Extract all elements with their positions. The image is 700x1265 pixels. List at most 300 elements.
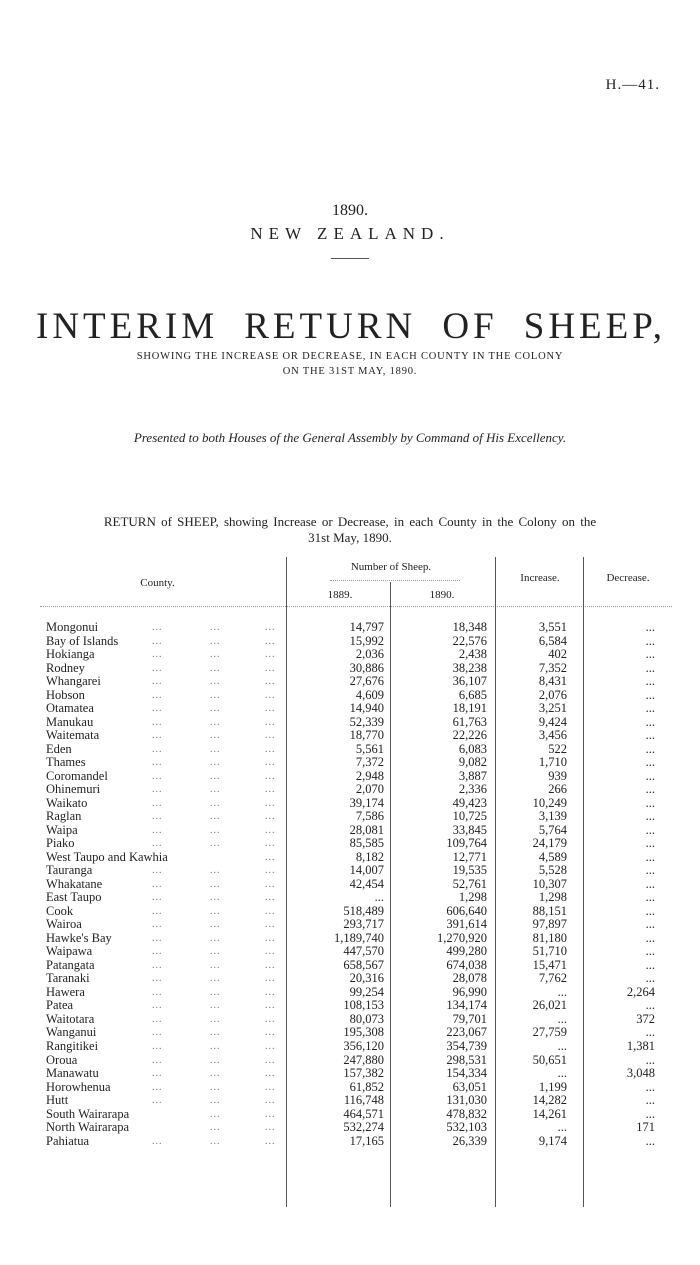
increase-cell: ... [557, 1011, 567, 1026]
sheep-1889-cell: 195,308 [343, 1025, 384, 1040]
table-row [0, 837, 700, 851]
sheep-1890-cell: 49,423 [452, 795, 487, 810]
county-cell: Wairoa [46, 917, 82, 932]
county-cell: West Taupo and Kawhia [46, 849, 168, 864]
increase-cell: 1,710 [538, 755, 567, 770]
decrease-cell: ... [645, 903, 655, 918]
sheep-1890-cell: 6,083 [458, 741, 487, 756]
leader-dots: ... [265, 986, 276, 998]
county-cell: Eden [46, 741, 72, 756]
sheep-1889-cell: 2,948 [355, 768, 384, 783]
sheep-1890-cell: 18,348 [452, 620, 487, 634]
decrease-cell: ... [645, 917, 655, 932]
decrease-cell: ... [645, 795, 655, 810]
county-cell: Waipa [46, 822, 78, 837]
county-cell: Whangarei [46, 674, 101, 689]
sheep-1890-cell: 79,701 [452, 1011, 487, 1026]
leader-dots: ... [265, 865, 276, 877]
sheep-1889-cell: 356,120 [343, 1038, 384, 1053]
leader-dots: ... [265, 905, 276, 917]
leader-dots: ... [152, 757, 163, 769]
title-word: INTERIM [36, 306, 219, 347]
table-row [0, 1135, 700, 1149]
sheep-1889-cell: 14,007 [349, 863, 384, 878]
header-increase: Increase. [520, 572, 560, 584]
leader-dots: ... [265, 676, 276, 688]
sheep-1890-cell: 12,771 [452, 849, 487, 864]
table-row [0, 878, 700, 892]
sheep-1889-cell: 2,036 [355, 647, 384, 662]
leader-dots: ... [210, 730, 221, 742]
main-title [36, 308, 666, 345]
presented-note: Presented to both Houses of the General Assembly by Command of His Excellency. [133, 430, 567, 445]
leader-dots: ... [210, 1068, 221, 1080]
document-year: 1890. [332, 202, 368, 219]
sheep-1889-cell: 157,382 [343, 1066, 384, 1081]
decrease-cell: 1,381 [626, 1038, 655, 1053]
leader-dots: ... [210, 973, 221, 985]
leader-dots: ... [265, 959, 276, 971]
sheep-1890-cell: 33,845 [452, 822, 487, 837]
table-row [0, 783, 700, 797]
county-cell: Bay of Islands [46, 633, 119, 648]
leader-dots: ... [265, 622, 276, 633]
county-cell: Taranaki [46, 971, 90, 986]
sheep-1890-cell: 28,078 [452, 971, 487, 986]
leader-dots: ... [210, 716, 221, 728]
county-cell: Hutt [46, 1093, 69, 1108]
sheep-1889-cell: 7,586 [355, 809, 384, 824]
county-cell: Otamatea [46, 701, 94, 716]
county-cell: Manukau [46, 714, 94, 729]
leader-dots: ... [152, 743, 163, 755]
leader-dots: ... [152, 1054, 163, 1066]
county-cell: Waipawa [46, 944, 93, 959]
county-cell: Piako [46, 836, 75, 851]
increase-cell: 27,759 [532, 1025, 567, 1040]
leader-dots: ... [265, 1054, 276, 1066]
leader-dots: ... [265, 635, 276, 647]
decrease-cell: ... [645, 836, 655, 851]
table-row [0, 972, 700, 986]
table-row [0, 648, 700, 662]
sheep-1889-cell: 116,748 [343, 1093, 384, 1108]
increase-cell: 4,589 [538, 849, 567, 864]
sheep-1889-cell: 1,189,740 [334, 930, 384, 945]
leader-dots: ... [265, 743, 276, 755]
leader-dots: ... [265, 1108, 276, 1120]
leader-dots: ... [265, 757, 276, 769]
table-row [0, 1054, 700, 1068]
leader-dots: ... [152, 824, 163, 836]
table-row [0, 1094, 700, 1108]
county-cell: Manawatu [46, 1066, 99, 1081]
leader-dots: ... [265, 703, 276, 715]
leader-dots: ... [152, 716, 163, 728]
decrease-cell: ... [645, 741, 655, 756]
leader-dots: ... [210, 1081, 221, 1093]
sheep-1889-cell: 532,274 [343, 1120, 384, 1135]
increase-cell: 5,764 [538, 822, 567, 837]
decrease-cell: ... [645, 930, 655, 945]
sheep-1889-cell: 52,339 [349, 714, 384, 729]
leader-dots: ... [210, 1040, 221, 1052]
increase-cell: ... [557, 1120, 567, 1135]
increase-cell: 81,180 [532, 930, 567, 945]
leader-dots: ... [265, 1027, 276, 1039]
leader-dots: ... [265, 1040, 276, 1052]
header-1889: 1889. [327, 589, 353, 601]
leader-dots: ... [265, 973, 276, 985]
sheep-1889-cell: 20,316 [349, 971, 384, 986]
title-word: OF [442, 306, 498, 347]
header-1890: 1890. [429, 589, 455, 601]
sheep-1890-cell: 109,764 [446, 836, 487, 851]
leader-dots: ... [265, 1135, 276, 1147]
leader-dots: ... [152, 649, 163, 661]
sheep-1889-cell: 447,570 [343, 944, 384, 959]
table-row [0, 689, 700, 703]
leader-dots: ... [152, 1000, 163, 1012]
county-cell: Pahiatua [46, 1133, 90, 1148]
header-county: County. [140, 577, 175, 589]
increase-cell: 9,174 [538, 1133, 567, 1148]
leader-dots: ... [210, 1054, 221, 1066]
leader-dots: ... [210, 1122, 221, 1134]
leader-dots: ... [210, 689, 221, 701]
county-cell: East Taupo [46, 890, 102, 905]
increase-cell: 88,151 [532, 903, 567, 918]
sheep-1889-cell: 5,561 [355, 741, 384, 756]
increase-cell: 6,584 [538, 633, 567, 648]
county-cell: Rangitikei [46, 1038, 99, 1053]
sheep-1890-cell: 26,339 [452, 1133, 487, 1148]
increase-cell: 8,431 [538, 674, 567, 689]
sheep-1889-cell: 14,940 [349, 701, 384, 716]
decrease-cell: ... [645, 822, 655, 837]
sheep-1889-cell: 658,567 [343, 957, 384, 972]
county-cell: Raglan [46, 809, 82, 824]
table-heading-line-2: 31st May, 1890. [308, 530, 392, 545]
decrease-cell: ... [645, 660, 655, 675]
sheep-1890-cell: 10,725 [452, 809, 487, 824]
sheep-1889-cell: 518,489 [343, 903, 384, 918]
county-cell: Coromandel [46, 768, 108, 783]
increase-cell: 10,307 [532, 876, 567, 891]
decrease-cell: ... [645, 957, 655, 972]
sheep-1889-cell: 7,372 [355, 755, 384, 770]
table-row [0, 918, 700, 932]
leader-dots: ... [152, 919, 163, 931]
leader-dots: ... [265, 649, 276, 661]
sheep-1890-cell: 223,067 [446, 1025, 487, 1040]
decrease-cell: ... [645, 728, 655, 743]
leader-dots: ... [210, 743, 221, 755]
county-cell: Hokianga [46, 647, 95, 662]
table-row [0, 810, 700, 824]
header-subrule [330, 580, 460, 581]
sheep-1890-cell: 2,336 [458, 782, 487, 797]
leader-dots: ... [152, 662, 163, 674]
leader-dots: ... [265, 716, 276, 728]
leader-dots: ... [210, 1135, 221, 1147]
leader-dots: ... [210, 1000, 221, 1012]
header-bottom-rule [40, 606, 672, 607]
county-cell: South Wairarapa [46, 1106, 130, 1121]
decrease-cell: 3,048 [626, 1066, 655, 1081]
county-cell: Ohinemuri [46, 782, 101, 797]
increase-cell: 1,298 [538, 890, 567, 905]
sheep-1890-cell: 1,298 [458, 890, 487, 905]
table-row [0, 716, 700, 730]
decrease-cell: ... [645, 863, 655, 878]
decrease-cell: ... [645, 674, 655, 689]
leader-dots: ... [265, 1081, 276, 1093]
header-decrease: Decrease. [606, 572, 650, 584]
leader-dots: ... [210, 811, 221, 823]
leader-dots: ... [152, 689, 163, 701]
decrease-cell: ... [645, 890, 655, 905]
increase-cell: ... [557, 1066, 567, 1081]
sheep-1890-cell: 9,082 [458, 755, 487, 770]
country-heading: NEW ZEALAND. [250, 224, 450, 243]
sheep-1889-cell: 4,609 [355, 687, 384, 702]
leader-dots: ... [210, 635, 221, 647]
table-row [0, 675, 700, 689]
leader-dots: ... [210, 1108, 221, 1120]
leader-dots: ... [265, 784, 276, 796]
leader-dots: ... [210, 622, 221, 633]
leader-dots: ... [152, 946, 163, 958]
increase-cell: 402 [548, 647, 567, 662]
sheep-1889-cell: 42,454 [349, 876, 384, 891]
sheep-1890-cell: 674,038 [446, 957, 487, 972]
table-row [0, 1108, 700, 1122]
sheep-table-body [0, 621, 700, 1148]
table-row [0, 1013, 700, 1027]
leader-dots: ... [152, 784, 163, 796]
decrease-cell: ... [645, 620, 655, 634]
sheep-1890-cell: 2,438 [458, 647, 487, 662]
table-row [0, 851, 700, 865]
sheep-1889-cell: 464,571 [343, 1106, 384, 1121]
leader-dots: ... [210, 757, 221, 769]
leader-dots: ... [265, 851, 276, 863]
county-cell: Waitotara [46, 1011, 95, 1026]
leader-dots: ... [152, 878, 163, 890]
sheep-1890-cell: 1,270,920 [437, 930, 487, 945]
sheep-1890-cell: 19,535 [452, 863, 487, 878]
sheep-1890-cell: 298,531 [446, 1052, 487, 1067]
county-cell: Mongonui [46, 620, 99, 634]
leader-dots: ... [152, 1027, 163, 1039]
leader-dots: ... [210, 676, 221, 688]
sheep-1889-cell: 85,585 [349, 836, 384, 851]
decrease-cell: ... [645, 647, 655, 662]
increase-cell: 522 [548, 741, 567, 756]
sheep-1890-cell: 532,103 [446, 1120, 487, 1135]
leader-dots: ... [265, 689, 276, 701]
increase-cell: 14,261 [532, 1106, 567, 1121]
table-row [0, 1121, 700, 1135]
county-cell: Hawera [46, 984, 85, 999]
leader-dots: ... [152, 811, 163, 823]
sheep-1890-cell: 154,334 [446, 1066, 487, 1081]
decrease-cell: ... [645, 971, 655, 986]
decrease-cell: ... [645, 1106, 655, 1121]
leader-dots: ... [152, 932, 163, 944]
leader-dots: ... [210, 703, 221, 715]
sheep-1889-cell: 80,073 [349, 1011, 384, 1026]
leader-dots: ... [265, 662, 276, 674]
county-cell: Tauranga [46, 863, 93, 878]
leader-dots: ... [152, 703, 163, 715]
table-row [0, 986, 700, 1000]
sheep-1890-cell: 499,280 [446, 944, 487, 959]
decrease-cell: ... [645, 809, 655, 824]
leader-dots: ... [210, 892, 221, 904]
leader-dots: ... [210, 824, 221, 836]
sheep-1890-cell: 391,614 [446, 917, 487, 932]
decrease-cell: ... [645, 714, 655, 729]
leader-dots: ... [152, 865, 163, 877]
sheep-1889-cell: 17,165 [349, 1133, 384, 1148]
leader-dots: ... [265, 919, 276, 931]
sheep-1890-cell: 22,576 [452, 633, 487, 648]
sheep-1889-cell: 61,852 [349, 1079, 384, 1094]
leader-dots: ... [265, 1095, 276, 1107]
leader-dots: ... [210, 797, 221, 809]
county-cell: Waikato [46, 795, 88, 810]
leader-dots: ... [210, 770, 221, 782]
leader-dots: ... [210, 784, 221, 796]
leader-dots: ... [210, 1095, 221, 1107]
leader-dots: ... [152, 1095, 163, 1107]
leader-dots: ... [152, 986, 163, 998]
sheep-1890-cell: 18,191 [452, 701, 487, 716]
leader-dots: ... [265, 1013, 276, 1025]
table-row [0, 702, 700, 716]
leader-dots: ... [265, 878, 276, 890]
decrease-cell: ... [645, 1133, 655, 1148]
leader-dots: ... [152, 838, 163, 850]
increase-cell: 3,551 [538, 620, 567, 634]
sheep-1889-cell: ... [374, 890, 384, 905]
table-row [0, 945, 700, 959]
header-number-of-sheep: Number of Sheep. [350, 561, 432, 573]
leader-dots: ... [265, 932, 276, 944]
sheep-1889-cell: 2,070 [355, 782, 384, 797]
sheep-1889-cell: 30,886 [349, 660, 384, 675]
sheep-1890-cell: 22,226 [452, 728, 487, 743]
table-row [0, 729, 700, 743]
leader-dots: ... [265, 838, 276, 850]
title-divider [331, 258, 369, 259]
leader-dots: ... [152, 892, 163, 904]
leader-dots: ... [210, 1027, 221, 1039]
sheep-1889-cell: 14,797 [349, 620, 384, 634]
table-row [0, 824, 700, 838]
increase-cell: 3,251 [538, 701, 567, 716]
sheep-1889-cell: 99,254 [349, 984, 384, 999]
page-reference: H.—41. [605, 77, 660, 93]
county-cell: Rodney [46, 660, 85, 675]
decrease-cell: 2,264 [626, 984, 655, 999]
leader-dots: ... [265, 1000, 276, 1012]
table-row [0, 932, 700, 946]
leader-dots: ... [152, 622, 163, 633]
sheep-1889-cell: 247,880 [343, 1052, 384, 1067]
table-row [0, 770, 700, 784]
table-row [0, 635, 700, 649]
leader-dots: ... [210, 878, 221, 890]
leader-dots: ... [152, 797, 163, 809]
increase-cell: 24,179 [532, 836, 567, 851]
title-word: SHEEP, [523, 306, 666, 347]
decrease-cell: ... [645, 876, 655, 891]
table-row [0, 1081, 700, 1095]
table-row [0, 1067, 700, 1081]
increase-cell: 7,352 [538, 660, 567, 675]
increase-cell: 5,528 [538, 863, 567, 878]
decrease-cell: ... [645, 687, 655, 702]
leader-dots: ... [210, 932, 221, 944]
county-cell: Hawke's Bay [46, 930, 112, 945]
table-row [0, 864, 700, 878]
increase-cell: 939 [548, 768, 567, 783]
decrease-cell: ... [645, 633, 655, 648]
leader-dots: ... [210, 946, 221, 958]
title-word: RETURN [244, 306, 417, 347]
leader-dots: ... [210, 959, 221, 971]
decrease-cell: ... [645, 1052, 655, 1067]
county-cell: North Wairarapa [46, 1120, 130, 1135]
increase-cell: 97,897 [532, 917, 567, 932]
leader-dots: ... [152, 676, 163, 688]
decrease-cell: ... [645, 1079, 655, 1094]
leader-dots: ... [210, 1013, 221, 1025]
leader-dots: ... [210, 986, 221, 998]
sheep-1890-cell: 131,030 [446, 1093, 487, 1108]
decrease-cell: ... [645, 701, 655, 716]
increase-cell: 1,199 [538, 1079, 567, 1094]
sheep-1890-cell: 6,685 [458, 687, 487, 702]
leader-dots: ... [210, 649, 221, 661]
sheep-1890-cell: 354,739 [446, 1038, 487, 1053]
leader-dots: ... [265, 797, 276, 809]
leader-dots: ... [210, 919, 221, 931]
table-heading-line-1: RETURN of SHEEP, showing Increase or Decrease, in each County in the Colony on the [103, 514, 597, 529]
decrease-cell: ... [645, 998, 655, 1013]
increase-cell: ... [557, 984, 567, 999]
table-row [0, 662, 700, 676]
sheep-1890-cell: 61,763 [452, 714, 487, 729]
table-row [0, 1026, 700, 1040]
increase-cell: 10,249 [532, 795, 567, 810]
increase-cell: 15,471 [532, 957, 567, 972]
decrease-cell: ... [645, 768, 655, 783]
leader-dots: ... [152, 1068, 163, 1080]
county-cell: Oroua [46, 1052, 78, 1067]
sheep-1889-cell: 28,081 [349, 822, 384, 837]
leader-dots: ... [152, 770, 163, 782]
sheep-1890-cell: 38,238 [452, 660, 487, 675]
county-cell: Cook [46, 903, 74, 918]
increase-cell: 50,651 [532, 1052, 567, 1067]
decrease-cell: ... [645, 782, 655, 797]
leader-dots: ... [265, 770, 276, 782]
table-row [0, 999, 700, 1013]
